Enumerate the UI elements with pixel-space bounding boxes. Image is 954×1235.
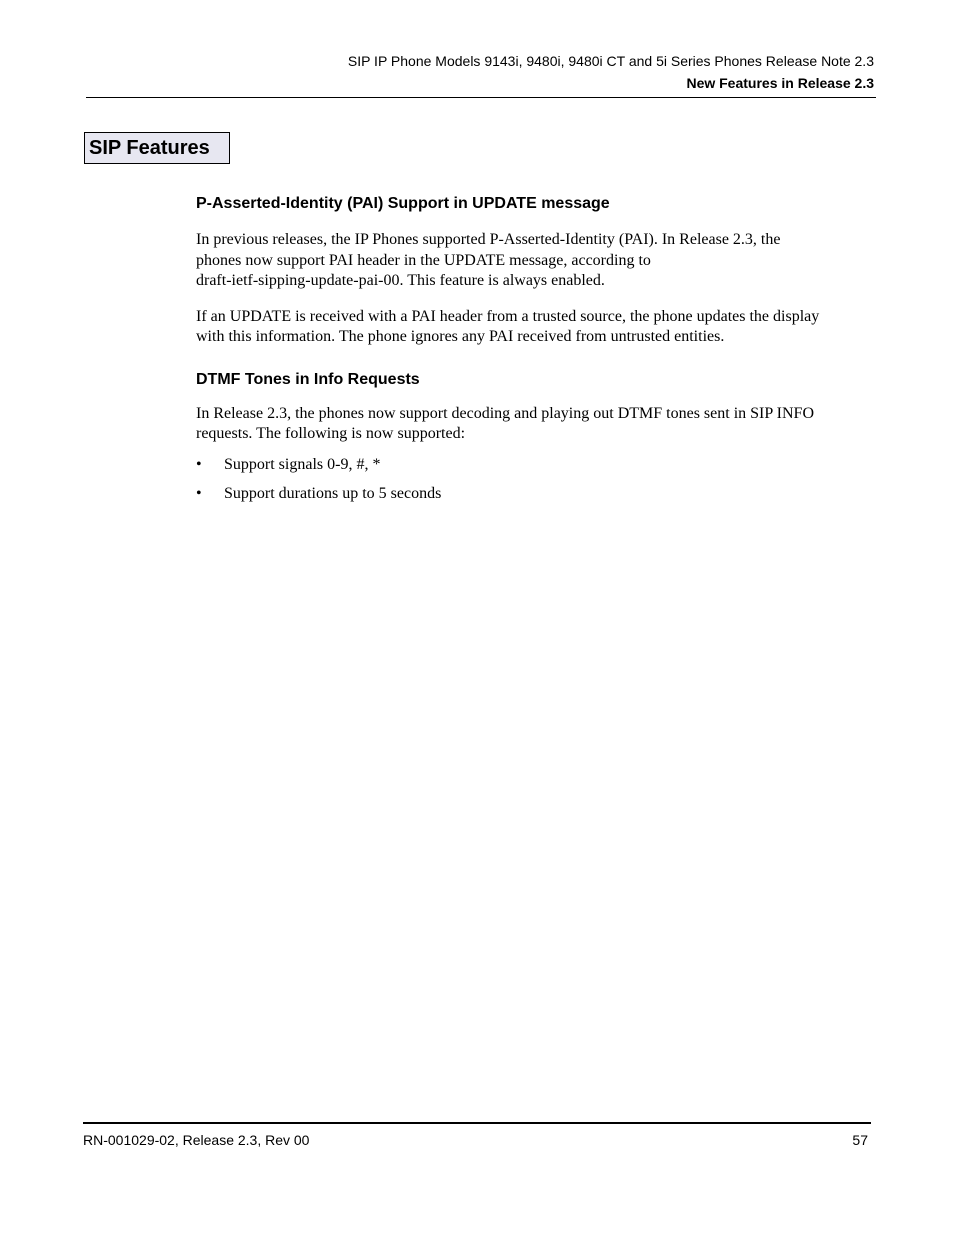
running-header-chapter: New Features in Release 2.3: [686, 75, 874, 91]
subsection-heading-pai: P-Asserted-Identity (PAI) Support in UPDATE message: [196, 195, 610, 212]
main-content: [196, 192, 876, 504]
dtmf-bullet-list: [196, 455, 876, 504]
header-rule: [86, 97, 876, 98]
bullet-icon: •: [196, 455, 202, 473]
paragraph-pai-intro: [196, 230, 876, 292]
paragraph-dtmf-intro: [196, 404, 876, 445]
section-title-box: [84, 132, 230, 164]
bullet-icon: •: [196, 484, 202, 502]
section-title: SIP Features: [89, 137, 210, 159]
subsection-heading-dtmf: DTMF Tones in Info Requests: [196, 370, 420, 388]
paragraph-line: requests. The following is now supported:: [196, 425, 466, 442]
list-item-text: Support signals 0-9, #, *: [224, 455, 381, 473]
list-item: [196, 484, 876, 504]
list-item-text: Support durations up to 5 seconds: [224, 484, 442, 502]
paragraph-line: In Release 2.3, the phones now support decoding and playing out DTMF tones sent in SIP INFO: [196, 404, 815, 422]
paragraph-pai-update: [196, 307, 876, 348]
paragraph-line: If an UPDATE is received with a PAI header from a trusted source, the phone updates the display: [196, 307, 820, 325]
paragraph-line: with this information. The phone ignores any PAI received from untrusted entities.: [196, 328, 725, 345]
paragraph-line: phones now support PAI header in the UPDATE message, according to: [196, 251, 651, 269]
footer-page-number: 57: [852, 1132, 868, 1148]
footer-rule: [83, 1122, 871, 1124]
paragraph-line: In previous releases, the IP Phones supported P-Asserted-Identity (PAI). In Release 2.3, the: [196, 231, 781, 248]
footer-doc-id: RN-001029-02, Release 2.3, Rev 00: [83, 1132, 310, 1148]
list-item: [196, 455, 876, 475]
paragraph-line: draft-ietf-sipping-update-pai-00. This feature is always enabled.: [196, 272, 605, 289]
running-header: [348, 50, 874, 94]
running-header-title: SIP IP Phone Models 9143i, 9480i, 9480i CT and 5i Series Phones Release Note 2.3: [347, 53, 874, 69]
